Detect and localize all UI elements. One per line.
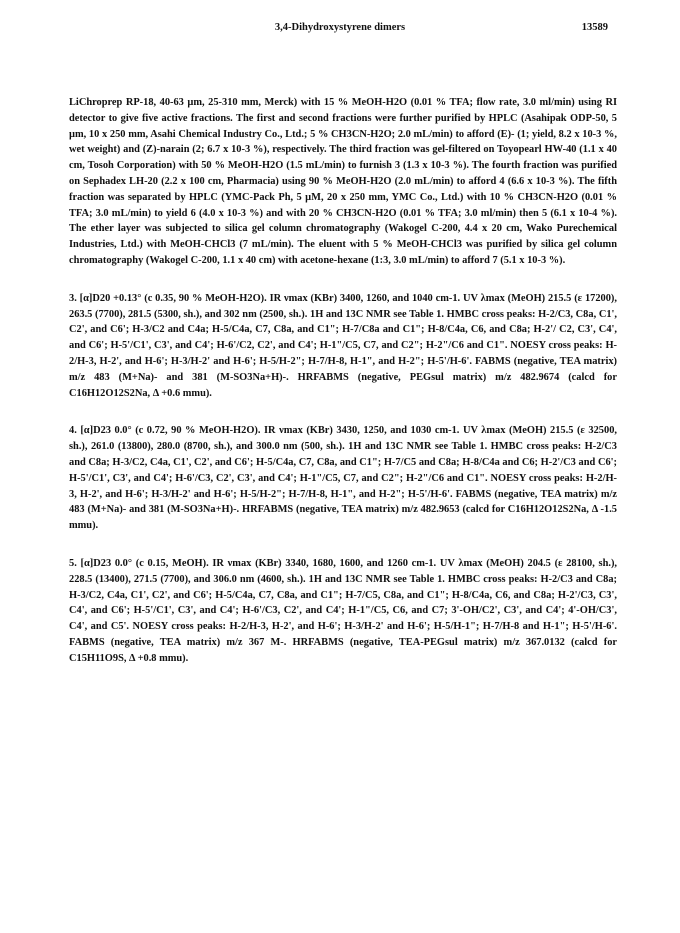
compound-spectral-data: [α]D23 0.0° (c 0.72, 90 % MeOH-H2O). IR νmax (KBr) 3430, 1250, and 1030 cm-1. UV λmax (MeOH) 215.5 (ε 32500, sh.), 261.0 (13800), 280.0 (8700, sh.), and 300.0 nm (500, sh.). 1H and 13C NMR see Table 1. HMBC cross peaks: H-2/C3 and C8a; H-3/C2, C4a, C1', C2', and C6'; H-5/C4a, C7, C8a, and C1"; H-7/C5 and C8a; H-8/C4a and C6; H-2'/C3 and C6'; H-5'/C1', C3', and C4'; H-6'/C3, C2', C3', and C4'; H-1"/C5, C7, and C2"; H-2"/C6 and C1". NOESY cross peaks: H-2/H-3, H-2', and H-6'; H-3/H-2' and H-6'; H-5/H-2"; H-7/H-8, H-1", and H-2"; H-5'/H-6'. FABMS (negative, TEA matrix) m/z 483 (M+Na)- and 381 (M-SO3Na+H)-. HRFABMS (negative, TEA matrix) m/z 482.9653 (calcd for C16H12O12S2Na, Δ -1.5 mmu). bbox=[69, 425, 617, 532]
compound-5-data bbox=[69, 556, 617, 667]
running-title: 3,4-Dihydroxystyrene dimers bbox=[274, 22, 406, 33]
compound-3-data bbox=[69, 291, 617, 402]
compound-4-data bbox=[69, 423, 617, 534]
page-header bbox=[0, 22, 680, 42]
compound-number: 5. bbox=[69, 557, 77, 569]
page-number: 13589 bbox=[581, 22, 608, 33]
compound-number: 4. bbox=[69, 425, 77, 437]
compound-spectral-data: [α]D20 +0.13° (c 0.35, 90 % MeOH-H2O). IR νmax (KBr) 3400, 1260, and 1040 cm-1. UV λmax (MeOH) 215.5 (ε 17200), 263.5 (7700), 281.5 (5300, sh.), and 302 nm (2500, sh.). 1H and 13C NMR see Table 1. HMBC cross peaks: H-2/C3, C8a, C1', C2', and C6'; H-3/C2 and C4a; H-5/C4a, C7, C8a, and C1"; H-7/C8a and C1"; H-8/C4a, C6, and C8a; H-2'/ C2, C3', C4', and C6'; H-5'/C1', C3', and C4'; H-6'/C2, C2', and C4'; H-1"/C5, C7, and C2"; H-2"/C6 and C1". NOESY cross peaks: H-2/H-3, H-2', and H-6'; H-3/H-2' and H-6'; H-5/H-2"; H-7/H-8, H-1", and H-2"; H-5'/H-6'. FABMS (negative, TEA matrix) m/z 483 (M+Na)- and 381 (M-SO3Na+H)-. HRFABMS (negative, PEGsul matrix) m/z 482.9674 (calcd for C16H12O12S2Na, Δ +0.6 mmu). bbox=[69, 292, 617, 399]
compound-spectral-data: [α]D23 0.0° (c 0.15, MeOH). IR νmax (KBr) 3340, 1680, 1600, and 1260 cm-1. UV λmax (MeOH) 204.5 (ε 28100, sh.), 228.5 (13400), 271.5 (7700), and 306.0 nm (4600, sh.). 1H and 13C NMR see Table 1. HMBC cross peaks: H-2/C3 and C8a; H-3/C2, C4a, C1', C2', and C6'; H-5/C4a, C7, C8a, and C1"; H-7/C5, C8a, and C1"; H-8/C4a, C6, and C8a; H-2'/C3, C3', C4', and C6'; H-5'/C1', C3', and C4'; H-6'/C3, C2', and C4'; H-1"/C5, C6, and C7; 3'-OH/C2', C3', and C4'; 4'-OH/C3', C4', and C5'. NOESY cross peaks: H-2/H-3, H-2', and H-6'; H-3/H-2' and H-6'; H-5/H-1"; H-7/H-8 and H-1"; H-5'/H-6'. FABMS (negative, TEA matrix) m/z 367 M-. HRFABMS (negative, TEA-PEGsul matrix) m/z 367.0132 (calcd for C15H11O9S, Δ +0.8 mmu). bbox=[69, 557, 617, 664]
compound-number: 3. bbox=[69, 292, 77, 304]
article-body bbox=[69, 95, 617, 667]
experimental-paragraph: LiChroprep RP-18, 40-63 µm, 25-310 mm, Merck) with 15 % MeOH-H2O (0.01 % TFA; flow rate, 3.0 ml/min) using RI detector to give five active fractions. The first and second fractions were further purified by HPLC (Asahipak ODP-50, 5 µm, 10 x 250 mm, Asahi Chemical Industry Co., Ltd.; 5 % CH3CN-H2O; 2.0 mL/min) to afford (E)- (1; yield, 8.2 x 10-3 %, wet weight) and (Z)-narain (2; 6.7 x 10-3 %), respectively. The third fraction was gel-filtered on Toyopearl HW-40 (1.1 x 40 cm, Tosoh Corporation) with 50 % MeOH-H2O (1.5 mL/min) to furnish 3 (1.3 x 10-3 %). The fourth fraction was purified on Sephadex LH-20 (2.2 x 100 cm, Pharmacia) using 90 % MeOH-H2O (2.0 mL/min) to afford 4 (6.6 x 10-3 %). The fifth fraction was separated by HPLC (YMC-Pack Ph, 5 µM, 20 x 250 mm, YMC Co., Ltd.) with 10 % CH3CN-H2O (0.01 % TFA; 3.0 mL/min) to yield 6 (4.0 x 10-3 %) and with 20 % CH3CN-H2O (0.01 % TFA; 3.0 ml/min) then 5 (6.1 x 10-4 %). The ether layer was subjected to silica gel column chromatography (Wakogel C-200, 4.4 x 20 cm, Wako Purechemical Industries, Ltd.) with MeOH-CHCl3 (7 mL/min). The eluent with 5 % MeOH-CHCl3 was purified by silica gel column chromatography (Wakogel C-200, 1.1 x 40 cm) with acetone-hexane (1:3, 3.0 mL/min) to afford 7 (5.1 x 10-3 %). bbox=[69, 97, 617, 266]
